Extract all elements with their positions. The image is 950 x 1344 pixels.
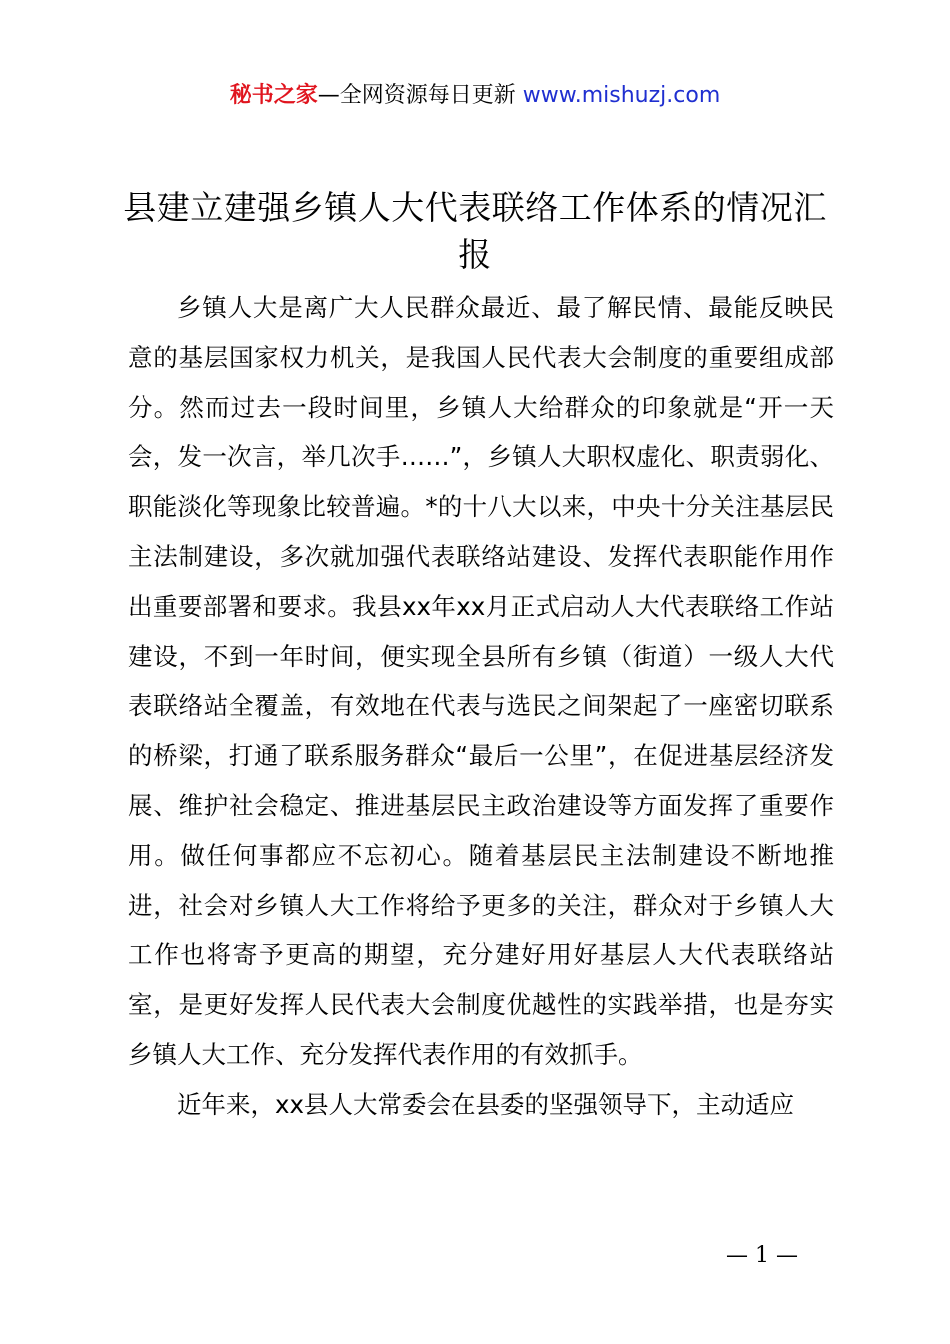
body-paragraph-2: 近年来，xx县人大常委会在县委的坚强领导下，主动适应 <box>177 1089 794 1119</box>
site-header <box>0 80 950 112</box>
document-body <box>128 283 834 1130</box>
site-tagline: —全网资源每日更新 <box>317 83 516 108</box>
page-number: — 1 — <box>726 1243 798 1268</box>
body-paragraph-1: 乡镇人大是离广大人民群众最近、最了解民情、最能反映民意的基层国家权力机关，是我国人民代表大会制度的重要组成部分。然而过去一段时间里，乡镇人大给群众的印象就是“开一天会，发一次言，举几次手……”，乡镇人大职权虚化、职责弱化、职能淡化等现象比较普遍。*的十八大以来，中央十分关注基层民主法制建设，多次就加强代表联络站建设、发挥代表职能作用作出重要部署和要求。我县xx年xx月正式启动人大代表联络工作站建设，不到一年时间，便实现全县所有乡镇（街道）一级人大代表联络站全覆盖，有效地在代表与选民之间架起了一座密切联系的桥梁，打通了联系服务群众“最后一公里”，在促进基层经济发展、维护社会稳定、推进基层民主政治建设等方面发挥了重要作用。做任何事都应不忘初心。随着基层民主法制建设不断地推进，社会对乡镇人大工作将给予更多的关注，群众对于乡镇人大工作也将寄予更高的期望，充分建好用好基层人大代表联络站室，是更好发挥人民代表大会制度优越性的实践举措，也是夯实乡镇人大工作、充分发挥代表作用的有效抓手。 <box>128 293 834 1069</box>
document-title: 县建立建强乡镇人大代表联络工作体系的情况汇报 <box>123 188 827 274</box>
brand-name: 秘书之家 <box>229 83 318 108</box>
site-url-link[interactable]: www.mishuzj.com <box>522 83 721 108</box>
